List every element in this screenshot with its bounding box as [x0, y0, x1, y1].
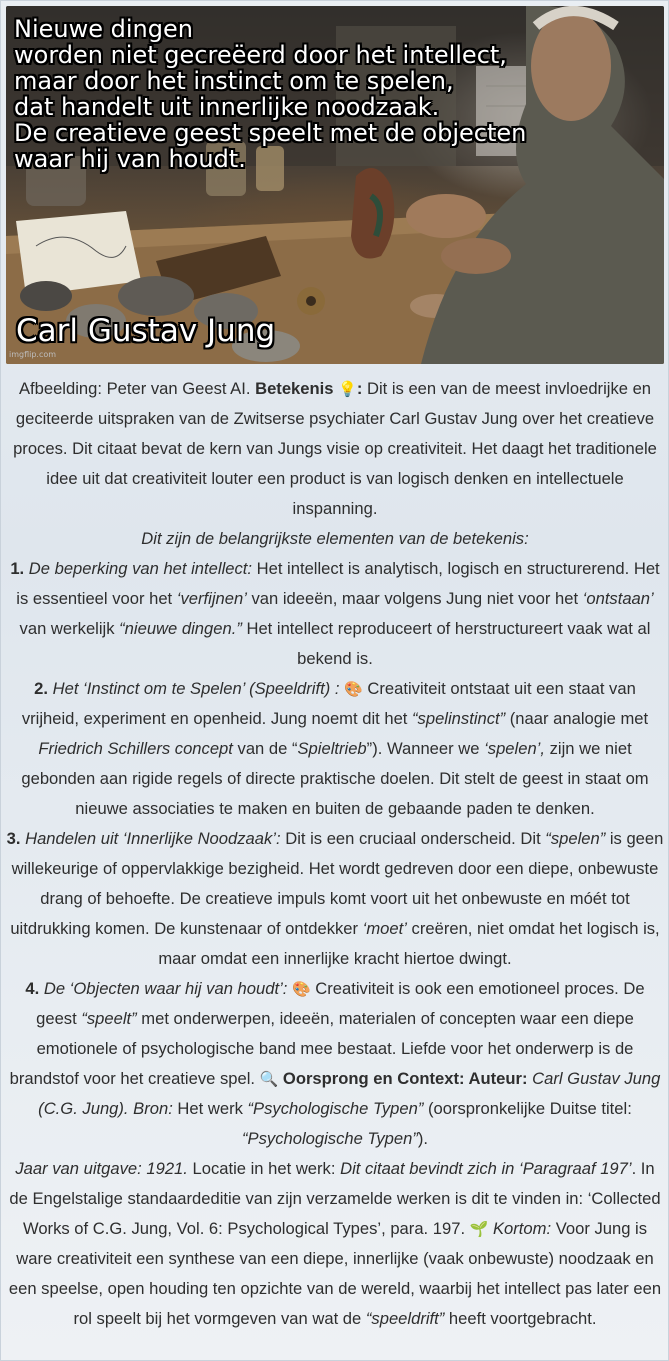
point-emphasis: Friedrich Schillers concept [38, 739, 233, 758]
point-number: 4. [25, 979, 40, 998]
palette-icon: 🎨 [344, 680, 363, 698]
point-emphasis: “spelen” [545, 829, 606, 848]
point-text: zijn we niet gebonden aan rigide regels of directe praktische doelen. Dit stelt de geest in staat om nieuwe associaties te maken en buiten de gebaande paden te denken. [21, 739, 649, 818]
point-2 [6, 674, 664, 824]
year-paragraph [6, 1154, 664, 1334]
summary-label: Kortom: [492, 1219, 552, 1238]
point-emphasis: “spelinstinct” [412, 709, 506, 728]
point-text: van ideeën, maar volgens Jung niet voor het [246, 589, 583, 608]
point-text: creëren, niet omdat het logisch is, maar omdat een innerlijke kracht hiertoe dwingt. [158, 919, 660, 968]
article-text [6, 374, 664, 1334]
seedling-icon: 🌱 [469, 1220, 489, 1238]
intro-body: Dit is een van de meest invloedrijke en geciteerde uitspraken van de Zwitserse psychiater Carl Gustav Jung over het creatieve proces. Dit citaat bevat de kern van Jungs visie op creativiteit. Het daagt het traditionele idee uit dat creativiteit louter een product is van logisch denken en intellectuele inspanning. [13, 379, 657, 518]
origin-author: Carl Gustav Jung (C.G. Jung). Bron: [38, 1069, 661, 1118]
summary-emphasis: “speeldrift” [365, 1309, 445, 1328]
elements-heading [6, 524, 664, 554]
origin-text: Het werk [172, 1099, 248, 1118]
point-emphasis: Spieltrieb [297, 739, 367, 758]
meaning-label: Betekenis [255, 379, 334, 398]
location-label: Locatie in het werk: [187, 1159, 341, 1178]
quote-text: Nieuwe dingen worden niet gecreëerd door het intellect, maar door het instinct om te spelen, dat handelt uit innerlijke noodzaak. De creatieve geest speelt met de objecten waar hij van houdt. [14, 15, 527, 173]
magnifier-icon: 🔍 [259, 1070, 279, 1088]
point-text: (naar analogie met [505, 709, 649, 728]
point-text: van werkelijk [19, 619, 120, 638]
point-number: 3. [6, 829, 21, 848]
point-emphasis: ‘verfijnen’ [176, 589, 247, 608]
point-emphasis: ‘spelen’, [484, 739, 545, 758]
point-text: met onderwerpen, ideeën, materialen of concepten waar een diepe emotionele of psychologische band mee bestaat. Liefde voor het onderwerp is de brandstof voor het creatieve spel. [9, 1009, 634, 1088]
watermark: imgflip.com [9, 350, 57, 359]
point-emphasis: ‘ontstaan’ [582, 589, 654, 608]
point-4 [6, 974, 664, 1154]
point-text: Het intellect is analytisch, logisch en structurerend. Het is essentieel voor het [16, 559, 660, 608]
meaning-colon: : [356, 379, 363, 398]
point-title: De ‘Objecten waar hij van houdt’: [39, 979, 288, 998]
point-text: Creativiteit ontstaat uit een staat van vrijheid, experiment en openheid. Jung noemt dit het [21, 679, 636, 728]
palette-icon: 🎨 [292, 980, 311, 998]
origin-original-title: “Psychologische Typen” [242, 1129, 418, 1148]
summary-text: heeft voortgebracht. [444, 1309, 597, 1328]
point-text: is geen willekeurige of oppervlakkige bezigheid. Het wordt gedreven door een diepe, onbewuste drang of behoefte. De creatieve impuls komt voort uit het onbewuste en móét tot uitdrukking komen. De kunstenaar of ontdekker [10, 829, 664, 938]
point-number: 2. [34, 679, 49, 698]
point-text: Het intellect reproduceert of herstructureert vaak wat al bekend is. [241, 619, 651, 668]
intro-paragraph [6, 374, 664, 524]
location-text: Dit citaat bevindt zich in ‘Paragraaf 197’ [340, 1159, 632, 1178]
elements-heading-text: Dit zijn de belangrijkste elementen van de betekenis: [141, 529, 529, 548]
edition-text: . In de Engelstalige standaardeditie van zijn verzamelde werken is dit te vinden in: ‘Collected Works of C.G. Jung, Vol. 6: Psychological Types’, para. 197. [9, 1159, 661, 1238]
point-number: 1. [10, 559, 25, 578]
image-credit: Afbeelding: Peter van Geest AI. [18, 379, 256, 398]
year-text: Jaar van uitgave: 1921. [15, 1159, 188, 1178]
point-emphasis: “nieuwe dingen.” [119, 619, 242, 638]
lightbulb-icon: 💡 [338, 380, 357, 398]
point-text: ”). Wanneer we [366, 739, 485, 758]
point-1 [6, 554, 664, 674]
point-emphasis: “speelt” [81, 1009, 137, 1028]
point-text: Creativiteit is ook een emotioneel proces. De geest [36, 979, 645, 1028]
point-text: van de “ [232, 739, 298, 758]
origin-label: Oorsprong en Context: Auteur: [278, 1069, 528, 1088]
quote-author: Carl Gustav Jung [16, 313, 276, 349]
origin-work: “Psychologische Typen” [247, 1099, 424, 1118]
point-title: Handelen uit ‘Innerlijke Noodzaak’: [20, 829, 281, 848]
origin-text: (oorspronkelijke Duitse titel: [423, 1099, 632, 1118]
origin-text: ). [417, 1129, 428, 1148]
point-text: Dit is een cruciaal onderscheid. Dit [280, 829, 546, 848]
point-title: Het ‘Instinct om te Spelen’ (Speeldrift) : [48, 679, 340, 698]
point-3 [6, 824, 664, 974]
point-title: De beperking van het intellect: [24, 559, 252, 578]
hero-image [6, 6, 664, 364]
point-emphasis: ‘moet’ [362, 919, 407, 938]
summary-text: Voor Jung is ware creativiteit een synthese van een diepe, innerlijke (vaak onbewuste) noodzaak en een speelse, open houding ten opzichte van de wereld, waarbij het intellect pas later een rol speelt bij het vormgeven van wat de [8, 1219, 662, 1328]
